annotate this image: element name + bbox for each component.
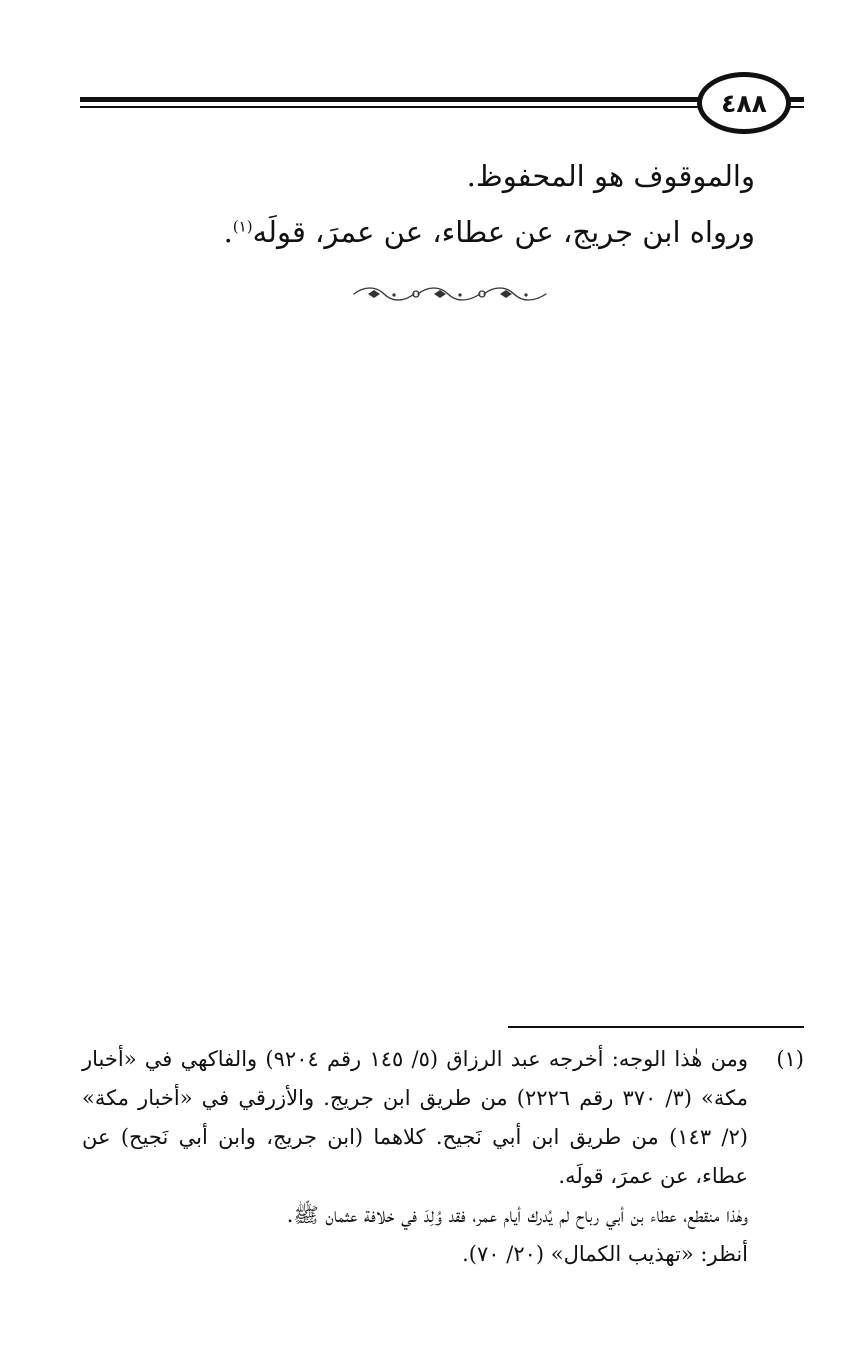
footnote-marker: (١)	[776, 1047, 804, 1071]
page-number: ٤٨٨	[721, 88, 767, 118]
header-rule-thin	[80, 106, 804, 108]
footnote-reference: (١)	[232, 217, 253, 236]
footnote-paragraph-3: أنظر: «تهذيب الكمال» (٢٠/ ٧٠).	[462, 1242, 748, 1266]
page-number-badge	[697, 72, 791, 134]
main-text	[115, 148, 755, 260]
footnote-paragraph-2: وهٰذا منقطع، عطاء بن أبي رباح لم يُدرك أيام عمر، فقد وُلِدَ في خلافة عثمان ﷺ.	[286, 1203, 748, 1227]
main-line-2-end: .	[223, 215, 233, 249]
header-rule-thick	[80, 97, 804, 102]
main-line-1: والموقوف هو المحفوظ.	[466, 159, 755, 193]
footnote-body	[82, 1040, 748, 1274]
main-line-2-text: ورواه ابن جريج، عن عطاء، عن عمرَ، قولَه	[252, 215, 755, 249]
ornament-divider-icon	[350, 282, 550, 306]
footnote-paragraph-1: ومن هٰذا الوجه: أخرجه عبد الرزاق (٥/ ١٤٥ رقم ٩٢٠٤) والفاكهي في «أخبار مكة» (٣/ ٣٧٠ رقم ٢٢٢٦) من طريق ابن جريج. والأزرقي في «أخبار مكة» (٢/ ١٤٣) من طريق ابن أبي نَجيح. كلاهما (ابن جريج، وابن أبي نَجيح) عن عطاء، عن عمرَ، قولَه.	[82, 1047, 748, 1188]
footnote-1	[82, 1040, 804, 1274]
footnotes	[82, 1040, 804, 1274]
main-line-2	[115, 204, 755, 260]
footnote-separator	[508, 1026, 804, 1028]
